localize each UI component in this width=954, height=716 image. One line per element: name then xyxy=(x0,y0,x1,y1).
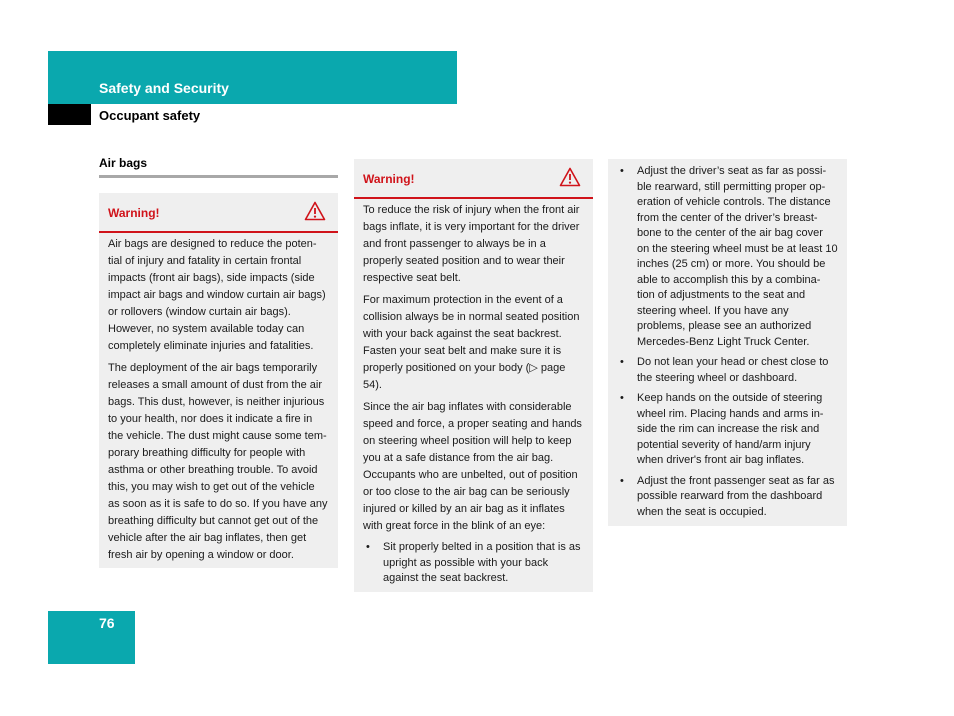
bullet-list xyxy=(363,540,584,587)
warning-header xyxy=(99,193,338,233)
subsection-title: Occupant safety xyxy=(99,108,201,123)
warning-triangle-icon xyxy=(304,201,326,221)
page-number: 76 xyxy=(99,615,115,631)
topic-heading: Air bags xyxy=(99,156,338,178)
bullet-icon: • xyxy=(620,165,624,177)
list-item: • Adjust the front passenger seat as far as possible rearward from the dashboard when the seat is occupied. xyxy=(620,474,835,518)
warning-header xyxy=(354,159,593,199)
paragraph: For maximum protection in the event of a collision always be in normal seated position with your back against the seat backrest. Fasten your seat belt and make sure it is properly positioned on your body (▷ page 54). xyxy=(363,294,580,391)
warning-label: Warning! xyxy=(363,172,415,186)
bullet-icon: • xyxy=(620,392,624,404)
list-item: • Sit properly belted in a position that is as upright as possible with your back against the seat backrest. xyxy=(366,541,581,584)
bullet-list xyxy=(617,164,838,520)
paragraph: Air bags are designed to reduce the poten-tial of injury and fatality in certain frontal impacts (front air bags), side impacts (side impact air bags and window curtain air bags) or rollovers (window curtain air bags). However, no system available today can completely eliminate injuries and fatalities. xyxy=(108,238,326,352)
paragraph: The deployment of the air bags temporarily releases a small amount of dust from the air bags. This dust, however, is neither injurious to your health, nor does it indicate a fire in the vehicle. The dust might cause some tem-porary breathing difficulty for people with asthma or other breathing trouble. To avoid this, you may wish to get out of the vehicle as soon as it is safe to do so. If you have any breathing difficulty but cannot get out of the vehicle after the air bag inflates, then get fresh air by opening a window or door. xyxy=(108,362,328,561)
paragraph: Since the air bag inflates with considerable speed and force, a proper seating and hands on steering wheel position will help to keep you at a safe distance from the air bag. Occupants who are unbelted, out of position or too close to the air bag can be seriously injured or killed by an air bag as it inflates with great force in the blink of an eye: xyxy=(363,401,582,532)
list-item: • Do not lean your head or chest close to the steering wheel or dashboard. xyxy=(620,356,829,384)
list-item: • Adjust the driver’s seat as far as possi-ble rearward, still permitting proper op-eration of vehicle controls. The distance from the center of the driver’s breast-bone to the center of the air bag cover on the steering wheel must be at least 10 inches (25 cm) or more. You should be able to accomplish this by a combina-tion of adjustments to the seat and steering wheel. If you have any problems, please see an authorized Mercedes-Benz Light Truck Center. xyxy=(620,165,838,348)
section-header-bar xyxy=(48,51,457,104)
bullet-icon: • xyxy=(620,356,624,368)
warning-triangle-icon xyxy=(559,167,581,187)
warning-label: Warning! xyxy=(108,206,160,220)
bullet-icon: • xyxy=(366,541,370,553)
warning-box-1 xyxy=(99,193,338,568)
paragraph: To reduce the risk of injury when the front air bags inflate, it is very important for the driver and front passenger to always be in a properly seated position and to wear their respective seat belt. xyxy=(363,204,580,284)
subsection-marker xyxy=(48,104,91,125)
info-box-3 xyxy=(608,159,847,526)
bullet-icon: • xyxy=(620,474,624,487)
page-number-tab xyxy=(48,611,135,664)
section-title: Safety and Security xyxy=(99,80,229,96)
list-item: • Keep hands on the outside of steering wheel rim. Placing hands and arms in-side the rim can increase the risk and potential severity of hand/arm injury when driver's front air bag inflates. xyxy=(620,392,824,466)
warning-box-2 xyxy=(354,159,593,592)
